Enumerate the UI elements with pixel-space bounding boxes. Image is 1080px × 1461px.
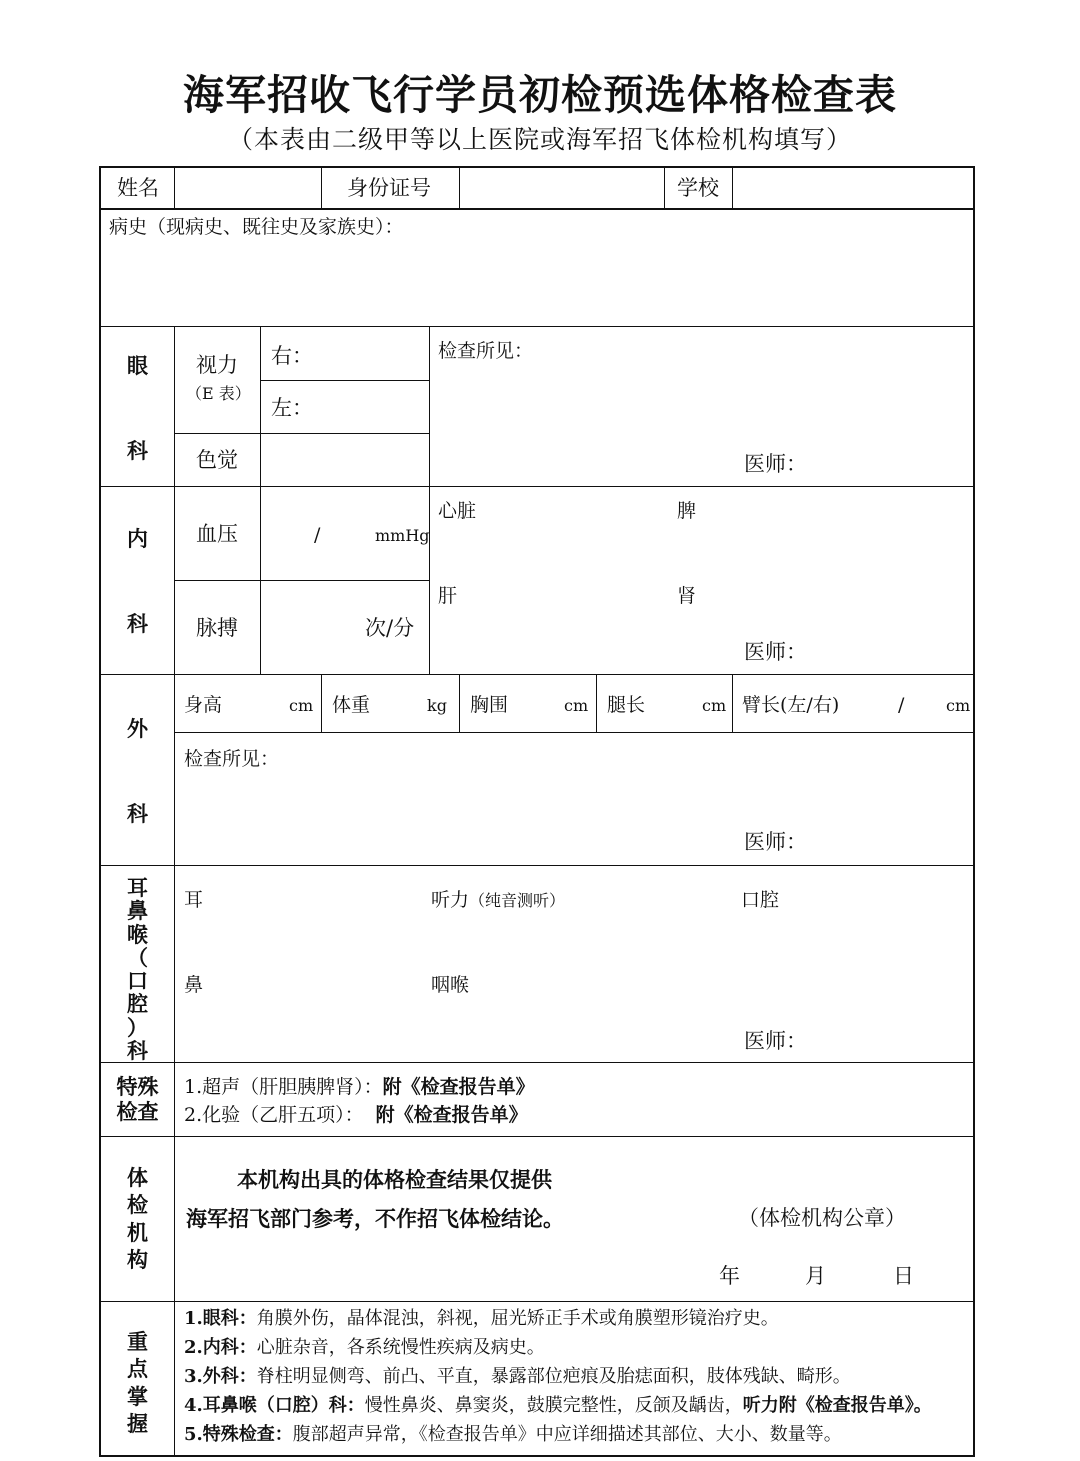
surgery-doctor-label: 医师： xyxy=(744,830,807,854)
row-divider xyxy=(101,674,973,675)
key-point-item xyxy=(184,1339,545,1357)
section-char: 口 xyxy=(127,968,148,994)
section-char: 外 xyxy=(127,716,148,741)
row-divider xyxy=(101,486,973,487)
vision-left-label: 左： xyxy=(271,396,313,420)
heart-label: 心脏 xyxy=(438,500,477,522)
col-divider xyxy=(429,326,430,674)
ultrasound-item xyxy=(184,1078,535,1097)
section-char: 科 xyxy=(127,610,148,636)
pulse-unit: 次/分 xyxy=(365,616,415,640)
section-char: 内 xyxy=(127,526,148,551)
key-point-text: 腹部超声异常，《检查报告单》中应详细描述其部位、大小、数量等。 xyxy=(292,1424,842,1445)
hearing-text: 听力 xyxy=(431,889,470,911)
col-divider xyxy=(596,674,597,732)
row-divider xyxy=(101,1062,973,1063)
section-char: 检 xyxy=(127,1192,148,1218)
row-divider xyxy=(101,1301,973,1302)
pulse-label: 脉搏 xyxy=(196,616,238,640)
spleen-label: 脾 xyxy=(677,500,697,522)
key-point-text: 慢性鼻炎、鼻窦炎，鼓膜完整性，反颌及龋齿， xyxy=(364,1395,743,1416)
section-char: 机 xyxy=(127,1219,148,1245)
key-point-label: 4.耳鼻喉（口腔）科： xyxy=(184,1395,365,1416)
surgery-section-label xyxy=(101,717,174,827)
row-divider xyxy=(101,326,973,327)
key-point-item xyxy=(184,1310,779,1328)
arm-length-unit: cm xyxy=(946,696,971,715)
section-char: 耳 xyxy=(127,875,148,900)
col-divider xyxy=(321,168,322,208)
liver-label: 肝 xyxy=(438,585,458,607)
section-char: 眼 xyxy=(127,353,148,378)
section-char: 科 xyxy=(127,1038,148,1064)
section-char: 重 xyxy=(127,1329,148,1354)
arm-length-slash: / xyxy=(898,694,905,716)
key-point-text: 角膜外伤，晶体混浊，斜视，屈光矫正手术或角膜塑形镜治疗史。 xyxy=(256,1308,779,1329)
oral-label: 口腔 xyxy=(741,889,780,911)
cell-divider xyxy=(174,580,429,581)
section-char: 腔 xyxy=(127,991,148,1017)
col-divider xyxy=(664,168,665,208)
section-char: 体 xyxy=(127,1165,148,1190)
blood-pressure-label: 血压 xyxy=(196,522,238,546)
section-line: 特殊 xyxy=(116,1074,159,1099)
ear-label: 耳 xyxy=(184,889,204,911)
exam-form xyxy=(99,166,975,1457)
ent-doctor-label: 医师： xyxy=(744,1029,807,1053)
special-section-label xyxy=(101,1075,174,1125)
section-line: 检查 xyxy=(116,1098,159,1124)
date-month: 月 xyxy=(805,1264,826,1288)
key-point-item xyxy=(184,1368,851,1386)
height-label: 身高 xyxy=(184,694,223,716)
col-divider xyxy=(321,674,322,732)
school-field[interactable] xyxy=(736,171,968,205)
vision-label: 视力 xyxy=(196,353,238,377)
leg-length-label: 腿长 xyxy=(607,694,646,716)
section-char: 握 xyxy=(127,1410,148,1436)
hearing-method: （纯音测听） xyxy=(469,891,566,910)
id-number-field[interactable] xyxy=(463,171,659,205)
internal-doctor-label: 医师： xyxy=(744,640,807,664)
cell-divider xyxy=(174,732,973,733)
col-divider xyxy=(732,168,733,208)
vision-chart-label: （E 表） xyxy=(186,384,251,403)
nose-label: 鼻 xyxy=(184,974,204,996)
date-day: 日 xyxy=(893,1264,914,1288)
institution-seal-label: （体检机构公章） xyxy=(738,1206,906,1230)
bp-slash: / xyxy=(314,524,321,546)
section-char: 点 xyxy=(127,1356,148,1382)
ent-section-label xyxy=(101,876,174,1062)
col-divider xyxy=(260,326,261,674)
weight-unit: kg xyxy=(427,696,447,715)
institution-statement-line2: 海军招飞部门参考，不作招飞体检结论。 xyxy=(186,1206,564,1231)
hearing-label xyxy=(431,891,565,910)
throat-label: 咽喉 xyxy=(431,974,470,996)
page-subtitle: （本表由二级甲等以上医院或海军招飞体检机构填写） xyxy=(227,125,852,154)
eye-section-label xyxy=(101,354,174,464)
lab-test-attach: 附《检查报告单》 xyxy=(375,1104,528,1126)
history-label: 病史（现病史、既往史及家族史）： xyxy=(109,216,404,238)
chest-unit: cm xyxy=(564,696,589,715)
col-divider xyxy=(459,674,460,732)
lab-test-text: 2.化验（乙肝五项）： xyxy=(184,1104,364,1126)
eye-findings-label: 检查所见： xyxy=(438,340,534,362)
chest-label: 胸围 xyxy=(470,694,509,716)
eye-doctor-label: 医师： xyxy=(744,452,807,476)
name-field[interactable] xyxy=(177,171,317,205)
cell-divider xyxy=(260,380,429,381)
bp-unit: mmHg xyxy=(375,526,430,545)
row-divider xyxy=(101,208,973,210)
key-points-section-label xyxy=(101,1328,174,1437)
internal-section-label xyxy=(101,527,174,637)
key-point-label: 3.外科： xyxy=(184,1366,257,1387)
key-point-text: 脊柱明显侧弯、前凸、平直，暴露部位疤痕及胎痣面积，肢体残缺、畸形。 xyxy=(256,1366,851,1387)
institution-statement-line1: 本机构出具的体格检查结果仅提供 xyxy=(237,1167,552,1192)
key-point-label: 1.眼科： xyxy=(184,1308,257,1329)
id-number-label: 身份证号 xyxy=(347,176,431,200)
surgery-findings-label: 检查所见： xyxy=(184,748,280,770)
history-field[interactable] xyxy=(109,244,965,322)
vision-right-label: 右： xyxy=(271,344,313,368)
key-point-label: 5.特殊检查： xyxy=(184,1424,293,1445)
row-divider xyxy=(101,865,973,866)
ultrasound-attach: 附《检查报告单》 xyxy=(382,1076,535,1098)
date-year: 年 xyxy=(719,1264,740,1288)
page-title: 海军招收飞行学员初检预选体格检查表 xyxy=(183,71,897,119)
institution-section-label xyxy=(101,1164,174,1273)
weight-label: 体重 xyxy=(332,694,371,716)
col-divider xyxy=(174,326,175,1457)
key-point-text: 心脏杂音，各系统慢性疾病及病史。 xyxy=(256,1337,545,1358)
col-divider xyxy=(459,168,460,208)
ultrasound-text: 1.超声（肝胆胰脾肾）： xyxy=(184,1076,383,1098)
section-char: ） xyxy=(127,1014,148,1040)
section-char: 喉 xyxy=(127,921,148,947)
height-unit: cm xyxy=(289,696,314,715)
arm-length-label: 臂长(左/右) xyxy=(742,694,840,716)
row-divider xyxy=(101,1136,973,1137)
key-point-item xyxy=(184,1397,932,1415)
key-point-item xyxy=(184,1426,842,1444)
col-divider xyxy=(732,674,733,732)
col-divider xyxy=(174,168,175,208)
section-char: 科 xyxy=(127,800,148,826)
cell-divider xyxy=(174,433,429,434)
name-label: 姓名 xyxy=(117,176,159,200)
section-char: 鼻 xyxy=(127,898,148,924)
key-point-tail: 听力附《检查报告单》。 xyxy=(742,1395,932,1416)
color-vision-label: 色觉 xyxy=(196,448,238,472)
lab-test-item xyxy=(184,1106,528,1125)
key-point-label: 2.内科： xyxy=(184,1337,257,1358)
section-char: 科 xyxy=(127,437,148,463)
section-char: （ xyxy=(127,944,148,970)
section-char: 掌 xyxy=(127,1383,148,1409)
leg-length-unit: cm xyxy=(702,696,727,715)
section-char: 构 xyxy=(127,1246,148,1272)
school-label: 学校 xyxy=(677,176,719,200)
kidney-label: 肾 xyxy=(677,585,697,607)
